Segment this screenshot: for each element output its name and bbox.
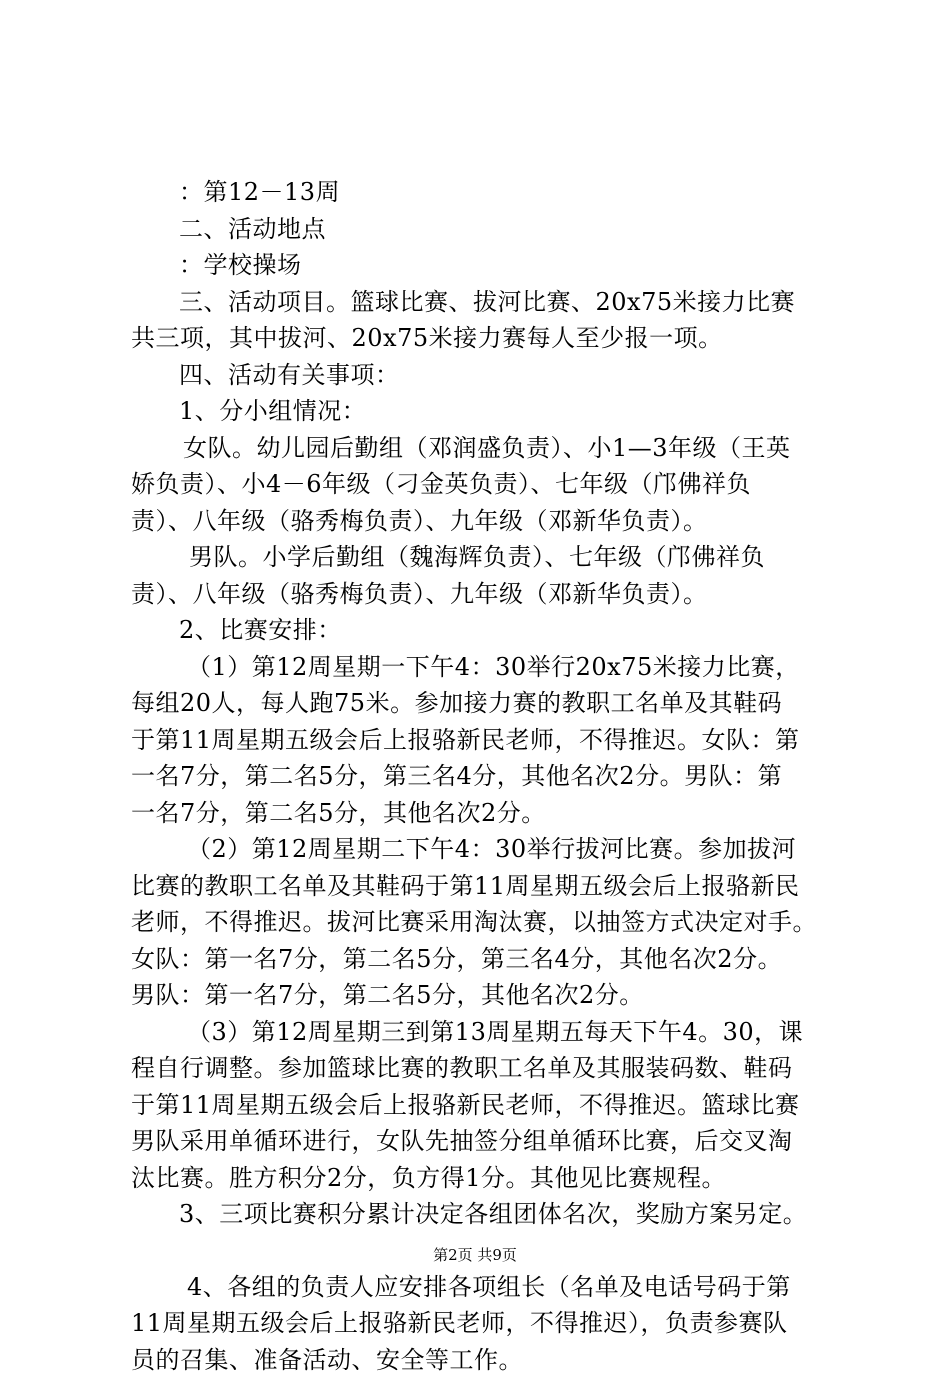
text-line: 责）、八年级（骆秀梅负责）、九年级（邓新华负责）。: [131, 503, 831, 540]
text-line: 男队：第一名7分，第二名5分，其他名次2分。: [131, 977, 831, 1014]
text-line: 每组20人，每人跑75米。参加接力赛的教职工名单及其鞋码: [131, 685, 831, 722]
text-line: ：学校操场: [131, 247, 831, 284]
page-number: 第2页 共9页: [0, 1245, 950, 1265]
text-line: 11周星期五级会后上报骆新民老师，不得推迟），负责参赛队: [131, 1305, 831, 1342]
text-line: 娇负责）、小4－6年级（刁金英负责）、七年级（邝佛祥负: [131, 466, 831, 503]
document-body: [131, 174, 831, 1378]
text-line: 女队：第一名7分，第二名5分，第三名4分，其他名次2分。: [131, 941, 831, 978]
text-line: 一名7分，第二名5分，其他名次2分。: [131, 795, 831, 832]
text-line: 三、活动项目。篮球比赛、拔河比赛、20x75米接力比赛: [131, 284, 831, 321]
section-heading: 二、活动地点: [131, 211, 831, 248]
text-line: 汰比赛。胜方积分2分，负方得1分。其他见比赛规程。: [131, 1160, 831, 1197]
text-line: 共三项，其中拔河、20x75米接力赛每人至少报一项。: [131, 320, 831, 357]
text-line: （1）第12周星期一下午4：30举行20x75米接力比赛，: [131, 649, 831, 686]
subsection-heading: 1、分小组情况：: [131, 393, 831, 430]
text-line: 员的召集、准备活动、安全等工作。: [131, 1342, 831, 1378]
text-line: 3、三项比赛积分累计决定各组团体名次，奖励方案另定。: [131, 1196, 831, 1233]
text-line: 于第11周星期五级会后上报骆新民老师，不得推迟。篮球比赛: [131, 1087, 831, 1124]
text-line: 老师，不得推迟。拔河比赛采用淘汰赛，以抽签方式决定对手。: [131, 904, 831, 941]
text-line: 男队采用单循环进行，女队先抽签分组单循环比赛，后交叉淘: [131, 1123, 831, 1160]
text-line: 一名7分，第二名5分，第三名4分，其他名次2分。男队：第: [131, 758, 831, 795]
text-line: 4、各组的负责人应安排各项组长（名单及电话号码于第: [131, 1269, 831, 1306]
text-line: ：第12－13周: [131, 174, 831, 211]
subsection-heading: 2、比赛安排：: [131, 612, 831, 649]
text-line: 女队。幼儿园后勤组（邓润盛负责）、小1—3年级（王英: [131, 430, 831, 467]
text-line: 责）、八年级（骆秀梅负责）、九年级（邓新华负责）。: [131, 576, 831, 613]
text-line: （2）第12周星期二下午4：30举行拔河比赛。参加拔河: [131, 831, 831, 868]
text-line: 男队。小学后勤组（魏海辉负责）、七年级（邝佛祥负: [131, 539, 831, 576]
text-line: 比赛的教职工名单及其鞋码于第11周星期五级会后上报骆新民: [131, 868, 831, 905]
text-line: 于第11周星期五级会后上报骆新民老师，不得推迟。女队：第: [131, 722, 831, 759]
section-heading: 四、活动有关事项：: [131, 357, 831, 394]
text-line: （3）第12周星期三到第13周星期五每天下午4。30，课: [131, 1014, 831, 1051]
text-line: 程自行调整。参加篮球比赛的教职工名单及其服装码数、鞋码: [131, 1050, 831, 1087]
